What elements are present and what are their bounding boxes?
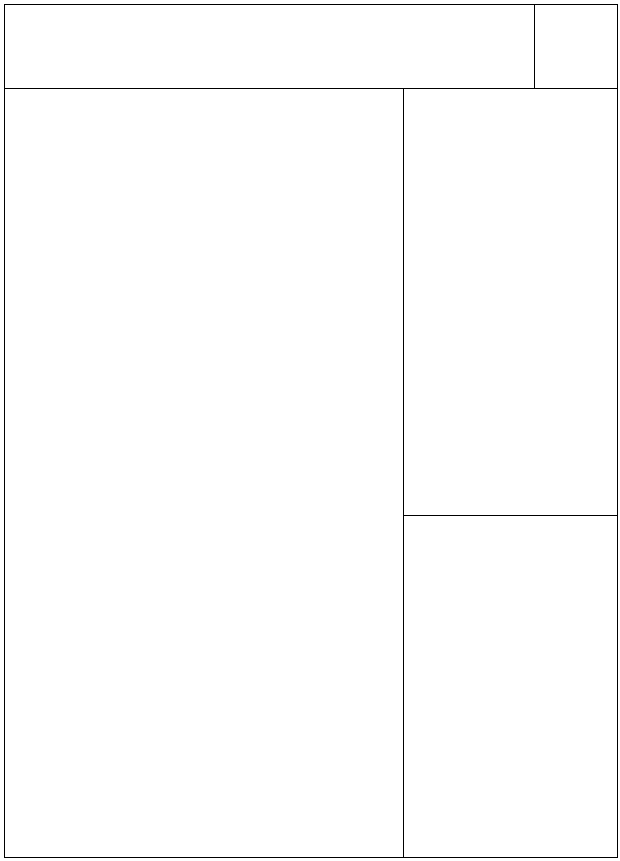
table-header	[404, 102, 617, 114]
stop-sequence-table	[404, 89, 617, 516]
qr-code-icon	[475, 683, 575, 783]
stats-panel	[535, 5, 617, 89]
design-preview-area	[5, 89, 404, 857]
colorway-line	[8, 77, 12, 87]
watermark	[470, 678, 588, 813]
header-info	[5, 5, 535, 89]
pattern-line	[8, 64, 12, 74]
production-sheet	[4, 4, 618, 858]
embroidery-design-preview	[5, 89, 403, 857]
barcode-icon	[10, 38, 142, 60]
